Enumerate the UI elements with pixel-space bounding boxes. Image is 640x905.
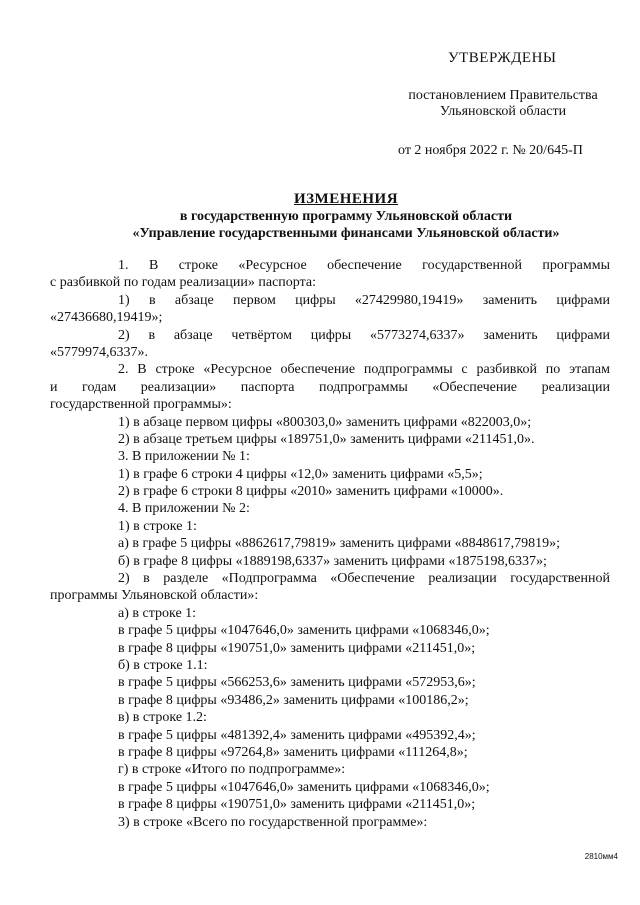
body-line: в графе 8 цифры «93486,2» заменить цифрами «100186,2»; — [118, 692, 469, 708]
body-line: 1) в графе 6 строки 4 цифры «12,0» заменить цифрами «5,5»; — [118, 466, 483, 482]
body-line: б) в графе 8 цифры «1889198,6337» заменить цифрами «1875198,6337»; — [118, 553, 547, 569]
body-line: государственной программы»: — [50, 397, 232, 413]
body-line: 2) в графе 6 строки 8 цифры «2010» заменить цифрами «10000». — [118, 484, 504, 500]
heading-subtitle-2: «Управление государственными финансами Ульяновской области» — [132, 226, 560, 241]
body-line: в графе 8 цифры «190751,0» заменить цифрами «211451,0»; — [118, 640, 476, 656]
footer-code: 2810мм4 — [584, 852, 618, 861]
body-line: 3) в строке «Всего по государственной программе»: — [118, 814, 428, 830]
decree-date: от 2 ноября 2022 г. № 20/645-П — [398, 143, 583, 158]
body-line: 2) в разделе «Подпрограмма «Обеспечение реализации государственной — [118, 571, 610, 587]
document-heading — [60, 190, 632, 242]
body-line: в графе 8 цифры «97264,8» заменить цифрами «111264,8»; — [118, 744, 468, 760]
body-line: а) в графе 5 цифры «8862617,79819» заменить цифрами «8848617,79819»; — [118, 536, 561, 552]
body-line: 2) в абзаце третьем цифры «189751,0» заменить цифрами «211451,0». — [118, 431, 535, 447]
body-line: в графе 5 цифры «566253,6» заменить цифрами «572953,6»; — [118, 675, 476, 691]
body-line: программы Ульяновской области»: — [50, 588, 259, 604]
decree-line-1: постановлением Правительства — [408, 88, 598, 103]
heading-subtitle-1: в государственную программу Ульяновской области — [179, 209, 513, 224]
body-line: а) в строке 1: — [118, 605, 197, 621]
body-line: в графе 8 цифры «190751,0» заменить цифрами «211451,0»; — [118, 797, 476, 813]
body-line: 1) в абзаце первом цифры «27429980,19419» заменить цифрами — [118, 292, 610, 308]
body-line: в графе 5 цифры «1047646,0» заменить цифрами «1068346,0»; — [118, 623, 490, 639]
body-line: в графе 5 цифры «1047646,0» заменить цифрами «1068346,0»; — [118, 779, 490, 795]
body-line: в) в строке 1.2: — [118, 710, 207, 726]
body-line: 2) в абзаце четвёртом цифры «5773274,6337» заменить цифрами — [118, 327, 610, 343]
approved-label: УТВЕРЖДЕНЫ — [448, 50, 557, 66]
body-line: и годам реализации» паспорта подпрограммы «Обеспечение реализации — [50, 379, 610, 395]
body-line: с разбивкой по годам реализации» паспорта: — [50, 275, 316, 291]
decree-line-2: Ульяновской области — [439, 104, 567, 119]
body-line: 4. В приложении № 2: — [118, 501, 250, 517]
body-line: б) в строке 1.1: — [118, 657, 208, 673]
body-line: 1) в абзаце первом цифры «800303,0» заменить цифрами «822003,0»; — [118, 414, 532, 430]
body-line: 1. В строке «Ресурсное обеспечение государственной программы — [118, 258, 610, 273]
document-body — [50, 257, 610, 831]
decree-reference — [398, 88, 608, 120]
heading-title: ИЗМЕНЕНИЯ — [293, 191, 399, 207]
body-line: г) в строке «Итого по подпрограмме»: — [118, 762, 346, 778]
body-line: 3. В приложении № 1: — [118, 449, 250, 465]
body-line: 2. В строке «Ресурсное обеспечение подпрограммы с разбивкой по этапам — [118, 362, 610, 378]
body-line: в графе 5 цифры «481392,4» заменить цифрами «495392,4»; — [118, 727, 476, 743]
body-line: «5779974,6337». — [50, 344, 148, 360]
body-line: 1) в строке 1: — [118, 518, 197, 534]
body-line: «27436680,19419»; — [50, 310, 163, 326]
